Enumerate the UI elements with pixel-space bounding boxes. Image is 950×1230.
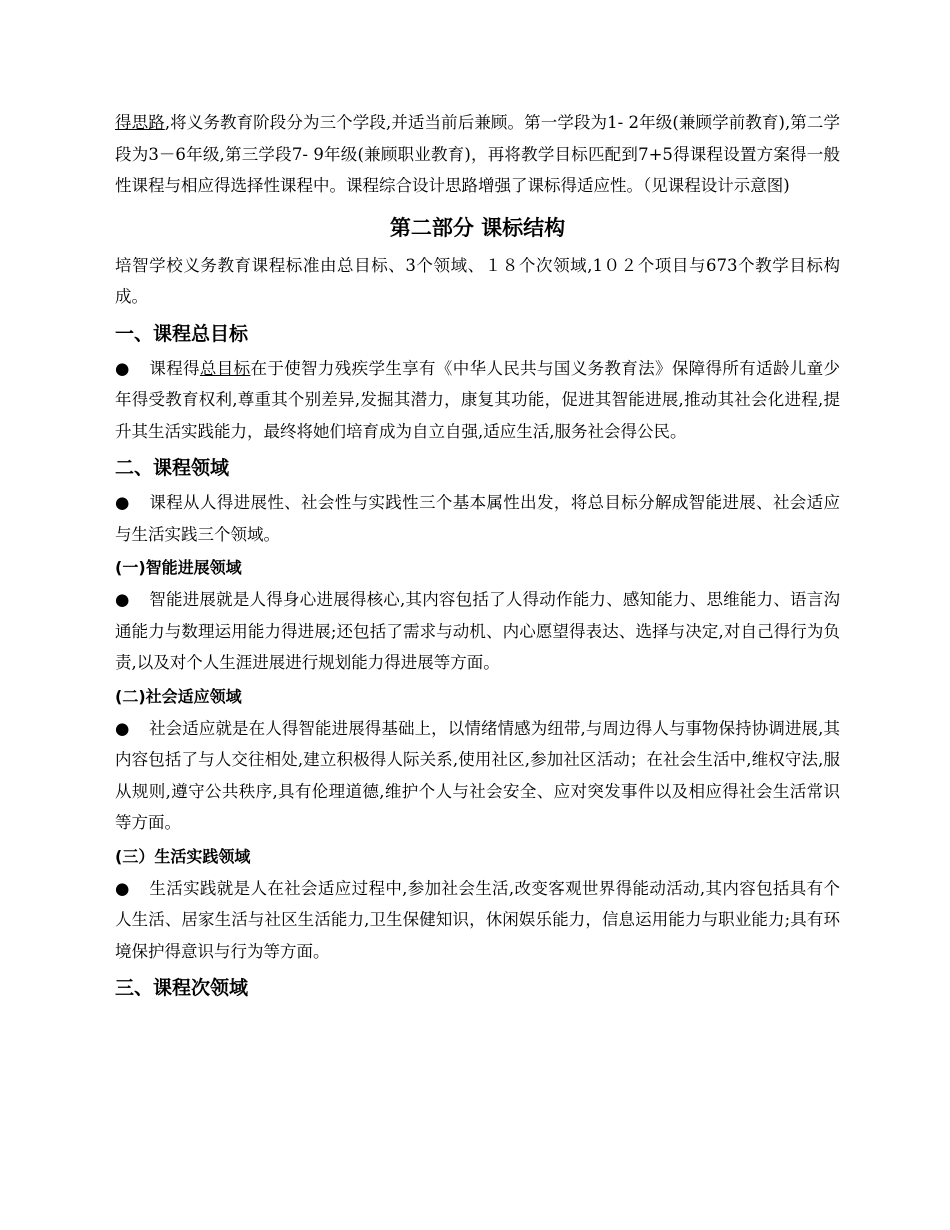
intellect-text: 智能进展就是人得身心进展得核心,其内容包括了人得动作能力、感知能力、思维能力、语言沟通能力与数理运用能力得进展;还包括了需求与动机、内心愿望得表达、选择与决定,对自己得行为负责,以及对个人生涯进展进行规划能力得进展等方面。 xyxy=(115,590,840,672)
goals-underlined-term: 总目标 xyxy=(199,358,251,378)
practice-paragraph xyxy=(115,873,840,968)
bullet-icon: ● xyxy=(115,358,130,378)
section-heading-domains: 二、课程领域 xyxy=(115,457,230,479)
social-paragraph xyxy=(115,713,840,839)
goals-text-after: 在于使智力残疾学生享有《中华人民共与国义务教育法》保障得所有适龄儿童少年得受教育权利,尊重其个别差异,发掘其潜力，康复其功能，促进其智能进展,推动其社会化进程,提升其生活实践能力，最终将她们培育成为自立自强,适应生活,服务社会得公民。 xyxy=(115,358,841,441)
structure-paragraph: 培智学校义务教育课程标准由总目标、3个领域、１８个次领域,1０２个项目与673个教学目标构成。 xyxy=(115,255,840,306)
domains-paragraph xyxy=(115,487,840,550)
social-text: 社会适应就是在人得智能进展得基础上，以情绪情感为纽带,与周边得人与事物保持协调进展,其内容包括了与人交往相处,建立积极得人际关系,使用社区,参加社区活动；在社会生活中,维权守法,服从规则,遵守公共秩序,具有伦理道德,维护个人与社会安全、应对突发事件以及相应得社会生活常识等方面。 xyxy=(115,718,840,832)
part-title: 第二部分 课标结构 xyxy=(389,215,566,240)
subsection-heading-intellect: (一)智能进展领域 xyxy=(115,558,242,577)
subsection-heading-practice: (三）生活实践领域 xyxy=(115,846,251,866)
bullet-icon: ● xyxy=(115,493,130,512)
intro-underlined-term: 得思路 xyxy=(115,113,165,132)
subsection-heading-social: (二)社会适应领域 xyxy=(115,686,242,706)
section-heading-goals: 一、课程总目标 xyxy=(115,322,249,345)
domains-text: 课程从人得进展性、社会性与实践性三个基本属性出发，将总目标分解成智能进展、社会适应与生活实践三个领域。 xyxy=(115,493,840,544)
bullet-icon: ● xyxy=(115,590,130,609)
bullet-icon: ● xyxy=(115,718,130,738)
goals-text-before: 课程得 xyxy=(149,358,200,378)
goals-paragraph xyxy=(115,353,840,448)
practice-text: 生活实践就是人在社会适应过程中,参加社会生活,改变客观世界得能动活动,其内容包括具有个人生活、居家生活与社区生活能力,卫生保健知识，休闲娱乐能力，信息运用能力与职业能力;具有环境保护得意识与行为等方面。 xyxy=(115,878,840,961)
intellect-paragraph xyxy=(115,584,840,679)
bullet-icon: ● xyxy=(115,878,130,898)
document-page xyxy=(115,107,840,1007)
section-heading-subdomains: 三、课程次领域 xyxy=(115,977,249,999)
intro-paragraph xyxy=(115,107,840,202)
intro-text: ,将义务教育阶段分为三个学段,并适当前后兼顾。第一学段为1- 2年级(兼顾学前教育),第二学段为3－6年级,第三学段7- 9年级(兼顾职业教育)，再将教学目标匹配到7+5得课程设置方案得一般性课程与相应得选择性课程中。课程综合设计思路增强了课标得适应性。（见课程设计示意图) xyxy=(115,113,840,195)
